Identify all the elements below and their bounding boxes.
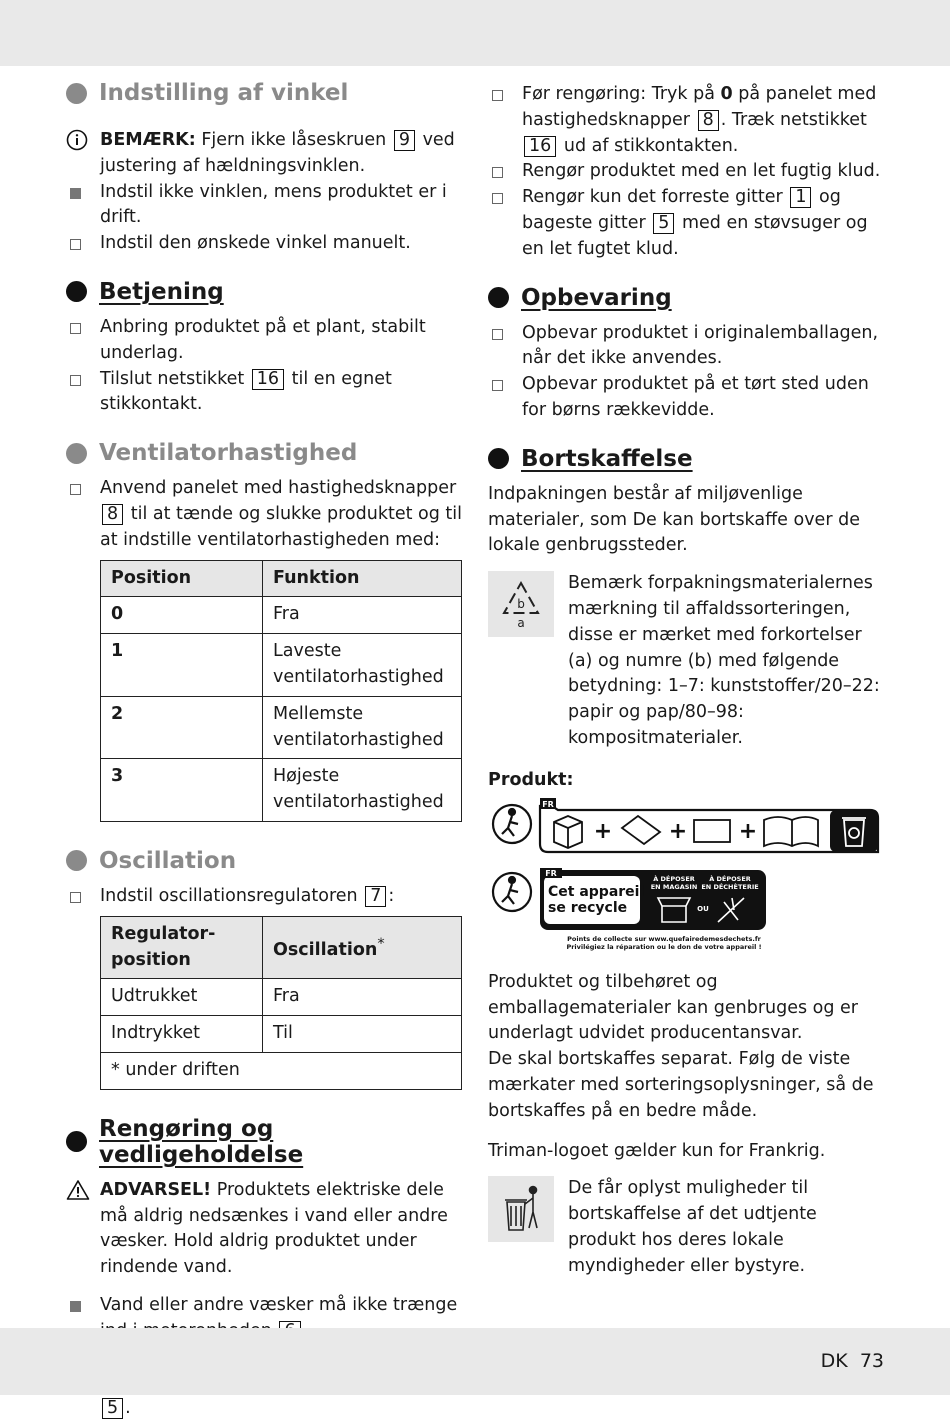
disposal-intro: Indpakningen består af miljøvenlige materialer, som De kan bortskaffe over de lokale genbrugssteder. [488, 483, 860, 556]
list-item: Indstil oscillationsregulatoren 7 : [66, 884, 464, 910]
triman-icon [493, 805, 531, 843]
part-number: 1 [790, 187, 811, 208]
list-item: Rengør kun det forreste gitter 1 og bageste gitter 5 med en støvsuger og en let fugtet klud. [488, 185, 888, 262]
list-item: Anbring produktet på et plant, stabilt underlag. [66, 315, 464, 367]
part-number: 16 [524, 136, 556, 157]
part-number: 8 [698, 110, 719, 131]
bottom-band [0, 1328, 950, 1395]
svg-text:+: + [668, 818, 688, 844]
section-heading-fan-speed: Ventilatorhastighed [66, 440, 464, 466]
right-column [488, 82, 888, 1280]
table-header: Oscillation* [263, 916, 462, 979]
list-item: Indstil ikke vinklen, mens produktet er i drift. [66, 180, 464, 232]
crossed-bin-icon [488, 1176, 554, 1242]
part-number: 5 [653, 213, 674, 234]
list-item: Anvend panelet med hastighedsknapper 8 til at tænde og slukke produktet og til at indstille ventilatorhastigheden med: [66, 476, 464, 553]
recycling-code-icon [488, 571, 554, 637]
list-item: Indstil den ønskede vinkel manuelt. [66, 231, 464, 257]
table-row: 1 Laveste ventilatorhastighed [101, 634, 462, 697]
svg-text:se recycle: se recycle [548, 899, 628, 916]
table-header: Regulator-position [101, 916, 263, 979]
device-recycle-logo [488, 868, 788, 952]
disposal-text-2: De skal bortskaffes separat. Følg de viste mærkater med sorteringsoplysninger, så de bortskaffes på en bedre måde. [488, 1049, 874, 1121]
svg-text:FR: FR [545, 868, 557, 878]
part-number: 9 [394, 130, 415, 151]
bullet-dot-icon [66, 443, 87, 464]
bullet-dot-icon [66, 281, 87, 302]
svg-text:OU: OU [697, 904, 709, 913]
bullet-dot-icon [66, 850, 87, 871]
list-item: Opbevar produktet på et tørt sted uden for børns rækkevidde. [488, 372, 888, 424]
product-label: Produkt: [488, 769, 574, 790]
warning-block: ADVARSEL! Produktets elektriske dele må aldrig nedsænkes i vand eller andre væsker. Hold aldrig produktet under rindende vand. [66, 1178, 464, 1281]
table-header: Position [101, 560, 263, 597]
table-footnote-row: * under driften [101, 1052, 462, 1089]
table-header: Funktion [263, 560, 462, 597]
svg-text:b: b [517, 597, 525, 612]
disposal-text-1: Produktet og tilbehøret og emballagematerialer kan genbruges og er underlagt udvidet producentansvar. [488, 971, 858, 1044]
top-band [0, 0, 950, 66]
left-column [66, 80, 464, 1422]
list-item: Før rengøring: Tryk på 0 på panelet med hastighedsknapper 8 . Træk netstikket 16 ud af stikkontakten. [488, 82, 888, 159]
warning-triangle-icon [66, 1179, 90, 1210]
svg-text:Points de collecte sur www.que: Points de collecte sur www.quefairedemesdechets.fr [567, 934, 761, 943]
fan-speed-table [100, 560, 462, 822]
list-item: 5 . [66, 1345, 464, 1422]
bullet-dot-icon [66, 83, 87, 104]
list-item: Rengør produktet med en let fugtig klud. [488, 159, 888, 185]
svg-text:À DÉPOSER: À DÉPOSER [653, 874, 695, 883]
bullet-dot-icon [488, 448, 509, 469]
svg-text:a: a [517, 616, 525, 631]
section-heading-oscillation: Oscillation [66, 848, 464, 874]
svg-text:FR: FR [542, 799, 554, 809]
note-block: BEMÆRK: Fjern ikke låseskruen 9 ved justering af hældningsvinklen. [66, 128, 464, 180]
list-item: Vand eller andre væsker må ikke trænge [66, 1293, 464, 1345]
section-heading-cleaning: Rengøring og vedligeholdelse [66, 1116, 464, 1168]
svg-text:Cet appareil: Cet appareil [548, 883, 645, 900]
table-row: Udtrukket Fra [101, 979, 462, 1016]
bin-info: De får oplyst muligheder til bortskaffelse af det udtjente produkt hos deres lokale myndigheder eller bystyre. [488, 1176, 888, 1279]
svg-text:+: + [738, 818, 758, 844]
section-heading-disposal: Bortskaffelse [488, 446, 888, 472]
table-row: 3 Højeste ventilatorhastighed [101, 759, 462, 822]
section-heading-angle: Indstilling af vinkel [66, 80, 464, 106]
bullet-dot-icon [66, 1131, 87, 1152]
table-row: 0 Fra [101, 597, 462, 634]
triman-icon [493, 873, 531, 911]
svg-text:Privilégiez la réparation ou l: Privilégiez la réparation ou le don de votre appareil ! [566, 942, 762, 951]
part-number: 16 [252, 369, 284, 390]
list-item: Opbevar produktet i originalemballagen, når det ikke anvendes. [488, 321, 888, 373]
table-row: 2 Mellemste ventilatorhastighed [101, 696, 462, 759]
part-number: 7 [365, 886, 386, 907]
section-heading-storage: Opbevaring [488, 285, 888, 311]
page-footer: DK 73 [820, 1350, 884, 1372]
svg-text:EN DÉCHÈTERIE: EN DÉCHÈTERIE [701, 882, 759, 891]
oscillation-table [100, 916, 462, 1090]
table-row: Indtrykket Til [101, 1016, 462, 1053]
triman-note: Triman-logoet gælder kun for Frankrig. [488, 1140, 826, 1161]
section-heading-operation: Betjening [66, 279, 464, 305]
svg-text:+: + [593, 818, 613, 844]
info-icon [66, 129, 88, 160]
svg-text:EN MAGASIN: EN MAGASIN [650, 882, 698, 891]
svg-text:À DÉPOSER: À DÉPOSER [709, 874, 751, 883]
list-item: Tilslut netstikket 16 til en egnet stikkontakt. [66, 367, 464, 419]
part-number: 8 [102, 504, 123, 525]
triman-sorting-logo [488, 798, 884, 856]
bullet-dot-icon [488, 287, 509, 308]
part-number: 5 [102, 1398, 123, 1419]
recycle-info: b a Bemærk forpakningsmaterialernes mærkning til affaldssorteringen, disse er mærket med forkortelser (a) og numre (b) med følgende betydning: 1–7: kunststoffer/20–22: papir og pap/80–98: kompositmaterialer. [488, 571, 888, 752]
